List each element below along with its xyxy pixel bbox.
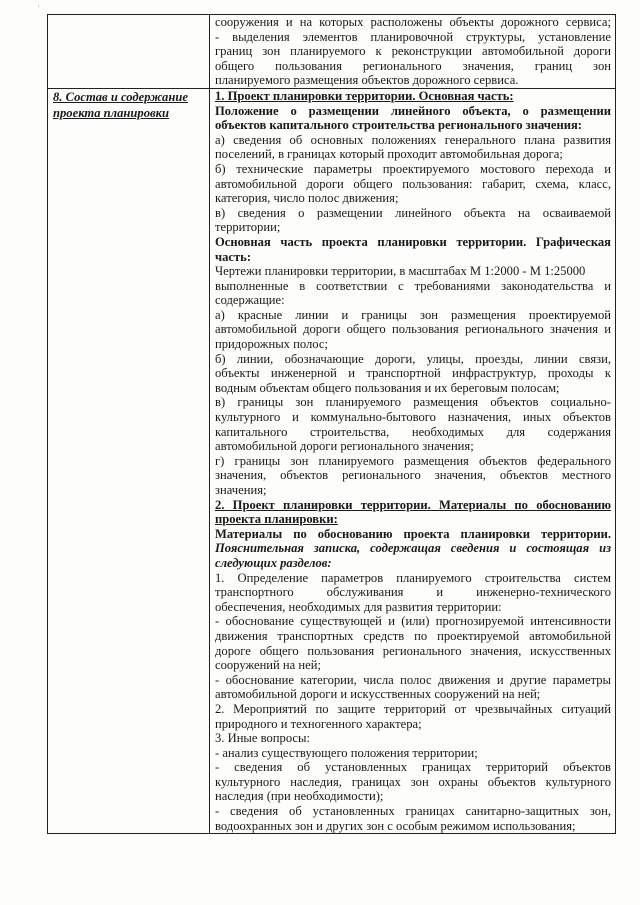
row-content-cell [210, 15, 616, 89]
text-line: водным объектам общего пользования и их береговым полосам; [215, 380, 560, 395]
text-line: а) красные линии и границы зон размещения проектируемой [215, 307, 611, 322]
text-line: автомобильной дороги и искусственных сооружений на ней; [215, 687, 541, 702]
text-line: транспортного обслуживания и инженерно-технического [215, 585, 611, 600]
text-line: б) технические параметры проектируемого мостового перехода и [215, 161, 611, 176]
table-row-section-8 [48, 88, 616, 833]
text-line: планируемого размещения объектов дорожного сервиса. [215, 73, 519, 88]
text-line: значения; [215, 483, 267, 497]
heading-line: объектов капитального строительства регионального значения: [215, 118, 582, 133]
text-line: Чертежи планировки территории, в масштабах М 1:2000 - М 1:25000 [215, 264, 586, 279]
text-line: капитального строительства, необходимых для содержания [215, 424, 611, 439]
row-label-cell-empty [48, 15, 210, 89]
text-line: автомобильной дороги общего пользования: габарит, схема, класс, [215, 176, 611, 191]
text-line: сооружения и на которых расположены объекты дорожного сервиса; [215, 15, 611, 29]
heading-line: Основная часть проекта планировки территории. Графическая [215, 234, 611, 249]
text-line: дороге общего пользования регионального значения, искусственных [215, 643, 611, 658]
table-row-continuation [48, 15, 616, 89]
text-line: г) границы зон планируемого размещения объектов федерального [215, 453, 611, 468]
heading-line: Положение о размещении линейного объекта, о размещении [215, 103, 611, 118]
text-line: придорожных полос; [215, 337, 328, 352]
text-line: водоохранных зон и других зон с особым режимом использования; [215, 818, 576, 833]
text-line: а) сведения об основных положениях генерального плана развития [215, 132, 611, 147]
heading-line: Материалы по обоснованию проекта планировки территории. [215, 526, 611, 541]
text-line: движения транспортных средств по проектируемой автомобильной [215, 628, 611, 643]
text-line: объекты инженерной и транспортной инфраструктур, проходы к [215, 366, 611, 381]
text-line: в) границы зон планируемого размещения объектов социально- [215, 395, 611, 410]
heading-line: 1. Проект планировки территории. Основная часть: [215, 88, 514, 103]
text-line: - сведения об установленных границах санитарно-защитных зон, [215, 804, 611, 819]
heading-line: проекта планировки: [215, 512, 338, 527]
text-line: культурного наследия, границах зон охраны объектов культурного [215, 774, 611, 789]
text-line: обеспечения, необходимых для развития территории: [215, 599, 502, 614]
section-title-line: 8. Состав и содержание [53, 89, 188, 104]
text-line: в) сведения о размещении линейного объекта на осваиваемой [215, 205, 611, 220]
text-line: значения, объектов регионального значения, объектов местного [215, 468, 611, 483]
text-line: 3. Иные вопросы: [215, 731, 310, 746]
text-line: - выделения элементов планировочной структуры, установление [215, 29, 611, 44]
text-line: общего пользования регионального значения, границ зон [215, 58, 611, 73]
scan-mark: ' [38, 4, 40, 12]
text-line: - обоснование существующей и (или) прогнозируемой интенсивности [215, 614, 611, 629]
text-line: - обоснование категории, числа полос движения и другие параметры [215, 672, 611, 687]
text-line: выполненные в соответствии с требованиями законодательства и [215, 278, 611, 293]
row-content-cell [210, 88, 616, 833]
text-line: сооружений на ней; [215, 658, 321, 673]
row-label-cell [48, 88, 210, 833]
text-line: наследия (при необходимости); [215, 789, 384, 804]
text-line: 2. Мероприятий по защите территорий от чрезвычайных ситуаций [215, 701, 611, 716]
text-line: категория, число полос движения; [215, 191, 399, 206]
text-line: содержащие: [215, 293, 285, 308]
text-line: территории; [215, 220, 281, 235]
text-line: границ зон планируемого к реконструкции автомобильной дороги [215, 44, 611, 59]
text-line: - анализ существующего положения территории; [215, 745, 478, 760]
heading-line: Пояснительная записка, содержащая сведения и состоящая из [215, 541, 611, 556]
section-title-line: проекта планировки [53, 105, 170, 120]
text-line: культурного и коммунально-бытового назначения, иных объектов [215, 410, 611, 425]
text-line: природного и техногенного характера; [215, 716, 422, 731]
text-line: 1. Определение параметров планируемого строительства систем [215, 570, 611, 585]
text-line: б) линии, обозначающие дороги, улицы, проезды, линии связи, [215, 351, 611, 366]
requirements-table [47, 14, 616, 834]
heading-line: 2. Проект планировки территории. Материалы по обоснованию [215, 497, 611, 512]
heading-line: часть: [215, 249, 252, 264]
text-line: автомобильной дороги регионального значения; [215, 439, 474, 454]
text-line: - сведения об установленных границах территорий объектов [215, 760, 611, 775]
text-line: автомобильной дороги общего пользования регионального значения и [215, 322, 611, 337]
heading-line: следующих разделов: [215, 555, 332, 570]
text-line: поселений, в границах который проходит автомобильная дорога; [215, 147, 563, 162]
